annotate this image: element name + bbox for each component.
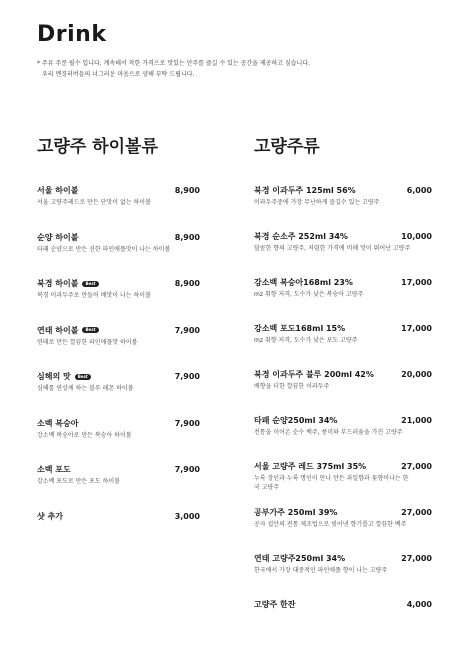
menu-item [37,371,200,418]
menu-item [254,231,432,277]
item-desc: mz 취향 저격, 도수가 낮은 복숭아 고량주 [254,291,364,298]
item-name: 서울 하이볼 [37,186,79,195]
menu-item [37,278,200,325]
item-desc: mz 취향 저격, 도수가 낮은 포도 고량주 [254,337,358,344]
item-price: 17,000 [401,324,432,333]
item-desc: 북경 이과두주로 만들어 배맛이 나는 하이볼 [37,292,151,299]
menu-item [254,415,432,461]
order-notice [37,58,310,80]
menu-item [37,418,200,465]
menu-item [37,511,200,558]
item-name: 연태 하이볼 [37,325,79,335]
item-desc: 강소백 복숭아로 만든 복숭아 하이볼 [37,431,132,439]
item-desc: 강소백 포도로 만든 포도 하이볼 [37,478,120,485]
menu-item [254,599,432,645]
item-desc: 타패 순양으로 만든 진한 파인애플맛이 나는 하이볼 [37,245,171,253]
menu-item [254,185,432,231]
menu-item [254,369,432,415]
item-desc: 심해를 연상케 하는 블루 레몬 하이볼 [37,385,134,392]
item-price: 7,900 [174,465,200,474]
item-name-wrap [37,325,99,336]
menu-item [254,323,432,369]
item-price: 10,000 [401,232,432,241]
item-name: 북경 하이볼 [37,279,79,288]
best-badge: Best [75,374,91,380]
item-desc: 한국에서 가장 대중적인 파인애플 향이 나는 고량주 [254,567,388,574]
item-name-wrap [37,371,91,382]
item-desc: 달콤한 향의 고량주, 저렴한 가격에 비해 맛이 뛰어난 고량주 [254,245,411,252]
menu-item [37,464,200,511]
best-badge: Best [82,281,98,287]
item-price: 8,900 [174,186,200,195]
menu-item [254,277,432,323]
item-desc: 연태로 만든 깔끔한 파인애플맛 하이볼 [37,338,138,346]
item-name: 북경 순소주 252ml 34% [254,232,348,241]
menu-item [254,507,432,553]
notice-line-2: 우리 멘징러버들의 너그러운 마음으로 양해 부탁 드립니다. [42,71,195,78]
item-price: 20,000 [401,370,432,379]
item-price: 27,000 [401,462,432,471]
item-name: 소백 포도 [37,465,71,474]
item-price: 7,900 [174,418,200,428]
notice-line-1: * 주류 주문 필수 입니다. 계속해서 착한 가격으로 맛있는 안주를 즐길 수 있는 공간을 제공하고 싶습니다. [37,60,311,67]
item-name-wrap [37,278,99,289]
item-price: 7,900 [174,372,200,381]
item-name: 북경 이과두주 125ml 56% [254,186,356,195]
item-desc: 서울 고량주레드로 만든 단맛이 없는 하이볼 [37,199,151,206]
item-name: 소백 복숭아 [37,418,79,428]
item-name: 강소백 복숭아168ml 23% [254,278,353,287]
section-title: 고량주류 [254,137,320,157]
menu-item [37,325,200,372]
item-name: 샷 추가 [37,511,63,521]
item-name: 고량주 한잔 [254,600,296,609]
menu-item [37,185,200,232]
item-price: 7,900 [174,325,200,335]
item-price: 8,900 [174,279,200,288]
item-name: 타패 순양250ml 34% [254,416,338,425]
item-desc: 누룩 장인과 누룩 명인이 만나 만든 과일향과 꽃향이나는 한국 고량주 [254,475,409,491]
best-badge: Best [82,327,98,333]
item-price: 17,000 [401,278,432,287]
item-name: 심해의 맛 [37,372,71,381]
page-title: Drink [37,22,107,47]
item-desc: 전통을 이어온 순수 백주, 풍미와 부드러움을 가진 고량주 [254,429,403,436]
section-title: 고량주 하이볼류 [37,137,158,157]
menu-item [37,232,200,279]
item-price: 27,000 [401,554,432,563]
item-desc: 공자 집안의 전통 제조법으로 빚어낸 향기롭고 깔끔한 백주 [254,521,407,528]
menu-item [254,461,432,507]
item-name: 연태 고량주250ml 34% [254,554,346,563]
item-price: 21,000 [401,416,432,425]
item-price: 3,000 [174,511,200,521]
item-desc: 이과두주중에 가장 무난하게 즐길수 있는 고량주 [254,199,380,206]
item-name: 순양 하이볼 [37,232,79,242]
item-desc: 배향을 더한 깔끔한 이과두주 [254,383,330,390]
highball-section [37,132,200,557]
item-price: 6,000 [406,186,432,195]
item-name: 북경 이과두주 블루 200ml 42% [254,370,374,379]
item-name: 서울 고량주 레드 375ml 35% [254,462,367,471]
item-name: 강소백 포도168ml 15% [254,324,346,333]
item-price: 8,900 [174,232,200,242]
item-price: 4,000 [406,600,432,609]
item-name: 공부가주 250ml 39% [254,508,338,517]
item-price: 27,000 [401,508,432,517]
menu-item [254,553,432,599]
baijiu-section [254,132,432,645]
